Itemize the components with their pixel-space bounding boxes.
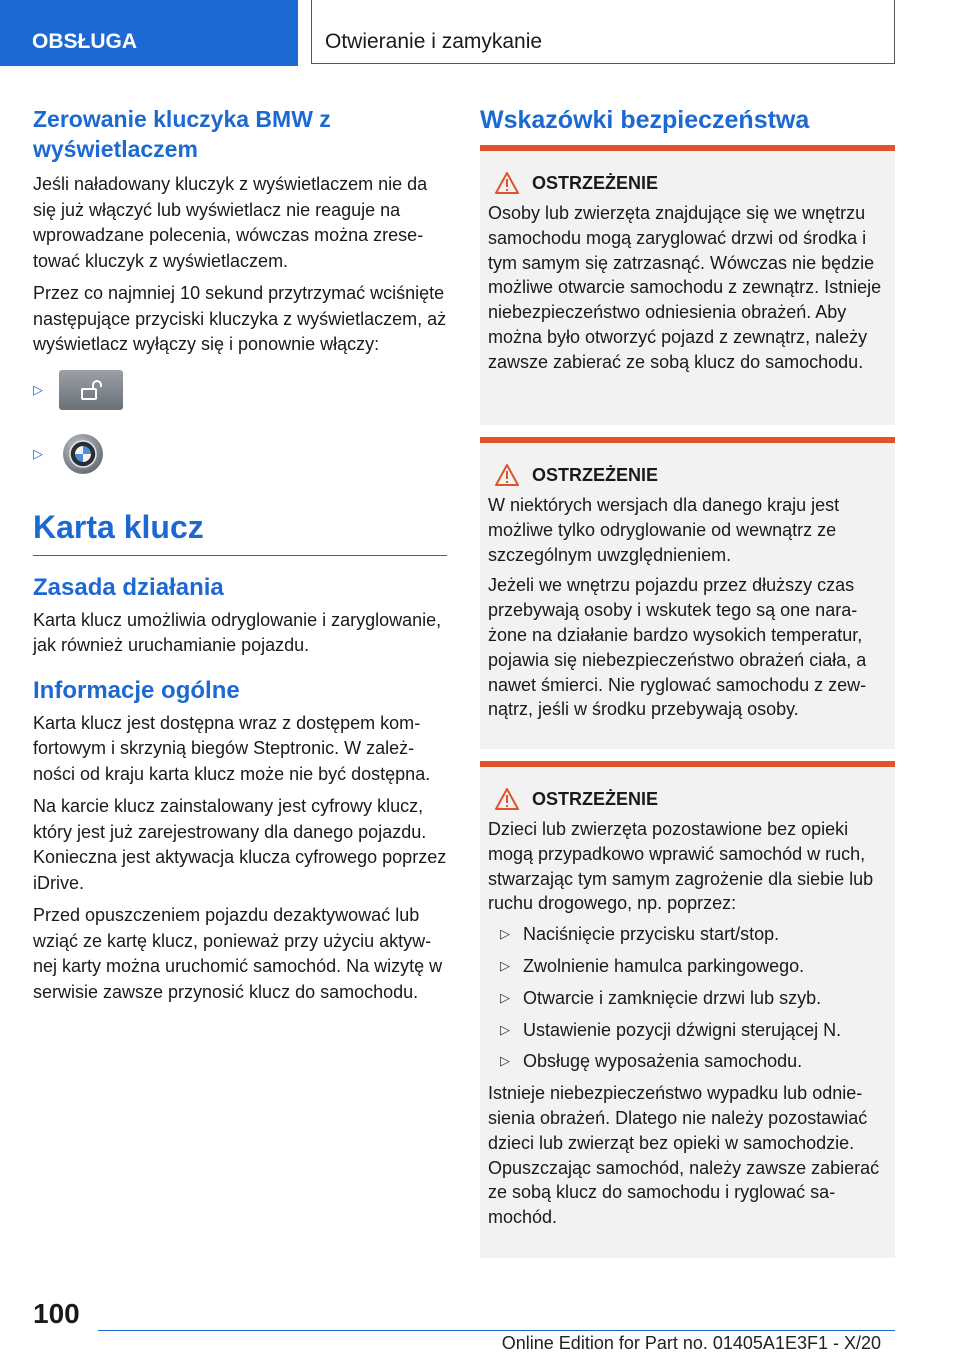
- warning-box-3: [480, 761, 895, 1258]
- list-item: ▷ Otwarcie i zamknięcie drzwi lub szyb.: [488, 986, 887, 1011]
- warning-1-paragraph: Osoby lub zwierzęta znajdujące się we wnętrzu samochodu mogą zaryglować drzwi od środka i tym samym się zatrzasnąć. Wówczas nie będzie możliwe otwarcie samochodu z zewnątrz. Istnieje niebezpieczeństwo odniesienia obrażeń. Aby można było otworzyć pojazd z zewnątrz, należy zawsze zabierać ze sobą klucz do samochodu.: [488, 203, 882, 372]
- bullet-triangle-icon: ▷: [500, 957, 510, 973]
- warning-box-2: [480, 437, 895, 749]
- key-button-row-bmw: [33, 429, 447, 479]
- list-item: ▷ Zwolnienie hamulca parkingowego.: [488, 954, 887, 979]
- warning-label: OSTRZEŻENIE: [532, 788, 659, 809]
- warning-3-paragraph-1: Dzieci lub zwierzęta pozostawione bez opieki mogą przypadkowo wprawić samochód w ruch, stwarzając tym samym zagrożenie dla siebie lub ruchu drogowego, np. poprzez:: [488, 819, 874, 914]
- general-paragraph-1: Karta klucz jest dostępna wraz z dostępem komfortowym i skrzynią biegów Steptronic. W zależności od kraju karta klucz może nie być dostępna.: [33, 712, 431, 784]
- bullet-triangle-icon: ▷: [500, 1021, 510, 1037]
- warning-2-paragraph-2: Jeżeli we wnętrzu pojazdu przez dłuższy czas przebywają osoby i wskutek tego są one narażone na działanie bardzo wysokich temperatur, pojawia się niebezpieczeństwo obrażeń ciała, a nawet śmierci. Nie ryglować samochodu z zewnątrz, jeśli w środku przebywają osoby.: [488, 575, 867, 720]
- bullet-triangle-icon: ▷: [33, 381, 43, 397]
- bullet-triangle-icon: ▷: [33, 445, 43, 461]
- right-column-heading: [480, 104, 895, 136]
- principle-heading: Zasada działania: [33, 573, 224, 601]
- warning-title: [488, 785, 887, 813]
- warning-title: [488, 169, 887, 197]
- bmw-logo-button-icon: [63, 434, 103, 474]
- general-paragraph-2: Na karcie klucz zainstalowany jest cyfrowy klucz, który jest już zarejestrowany dla danego pojazdu. Konieczna jest aktywacja klucza cyfrowego poprzez iDrive.: [33, 796, 447, 893]
- safety-heading: Wskazówki bezpieczeństwa: [480, 106, 810, 134]
- warning-triangle-icon: [494, 463, 520, 487]
- warning-triangle-icon: [494, 787, 520, 811]
- chapter-title: Otwieranie i zamykanie: [311, 0, 895, 64]
- footer-edition: Online Edition for Part no. 01405A1E3F1 - X/20: [501, 1333, 881, 1353]
- warning-3-paragraph-2: Istnieje niebezpieczeństwo wypadku lub odniesienia obrażeń. Dlatego nie należy pozostawiać dzieci lub zwierząt bez opieki w samochodzie. Opuszczając samochód, należy zawsze zabierać ze sobą klucz do samochodu i ryglować samochód.: [488, 1083, 880, 1228]
- warning-title: [488, 461, 887, 489]
- key-button-row-lock: [33, 365, 447, 415]
- reset-heading: Zerowanie kluczyka BMW z wyświetlaczem: [33, 106, 331, 162]
- general-paragraph-3: Przed opuszczeniem pojazdu dezaktywować lub wziąć ze kartę klucz, ponieważ przy użyciu aktywnej karty można uruchomić samochód. Na wizytę w serwisie zawsze przynosić klucz do samochodu.: [33, 905, 443, 1002]
- warning-triangle-icon: [494, 171, 520, 195]
- general-heading: Informacje ogólne: [33, 676, 240, 704]
- page-header: [0, 0, 960, 66]
- reset-paragraph-2: Przez co najmniej 10 sekund przytrzymać wciśnięte następujące przyciski kluczyka z wyświetlaczem, aż wyświetlacz wyłączy się i ponownie włączy:: [33, 283, 447, 354]
- list-item: ▷ Obsługę wyposażenia samochodu.: [488, 1049, 887, 1074]
- warning-label: OSTRZEŻENIE: [532, 172, 659, 193]
- unlock-button-icon: [59, 370, 123, 410]
- warning-label: OSTRZEŻENIE: [532, 464, 659, 485]
- principle-paragraph: Karta klucz umożliwia odryglowanie i zaryglowanie, jak również uruchamianie pojazdu.: [33, 609, 442, 655]
- footer-rule: [98, 1330, 895, 1331]
- warning-box-1: [480, 145, 895, 425]
- bullet-triangle-icon: ▷: [500, 989, 510, 1005]
- warning-2-paragraph-1: W niektórych wersjach dla danego kraju jest możliwe tylko odryglowanie od wewnątrz ze szczególnym uwzględnieniem.: [488, 495, 840, 565]
- reset-paragraph-1: Jeśli naładowany kluczyk z wyświetlaczem nie da się już włączyć lub wyświetlacz nie reaguje na wprowadzane polecenia, wówczas można zresetować kluczyk z wyświetlaczem.: [33, 174, 428, 271]
- warning-3-list: [488, 922, 887, 1074]
- list-item: ▷ Ustawienie pozycji dźwigni sterującej N.: [488, 1018, 887, 1043]
- heading-rule: [33, 555, 447, 556]
- left-column: [33, 104, 447, 1012]
- card-key-heading: Karta klucz: [33, 508, 204, 545]
- bullet-triangle-icon: ▷: [500, 926, 510, 942]
- list-item: ▷ Naciśnięcie przycisku start/stop.: [488, 922, 887, 947]
- page-number: 100: [33, 1298, 80, 1329]
- section-tab: OBSŁUGA: [0, 0, 298, 66]
- bullet-triangle-icon: ▷: [500, 1053, 510, 1069]
